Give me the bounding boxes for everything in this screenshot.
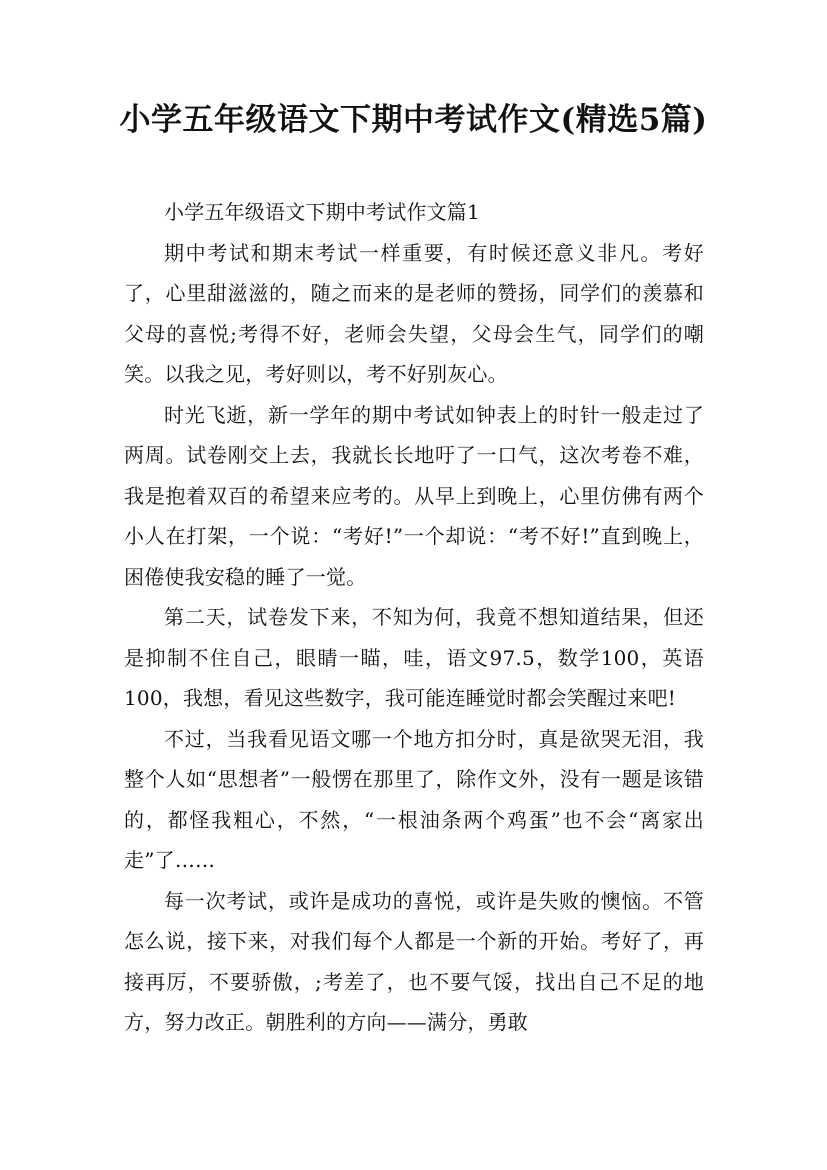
paragraph-1: 期中考试和期末考试一样重要，有时候还意义非凡。考好了，心里甜滋滋的，随之而来的是老师的赞扬，同学们的羡慕和父母的喜悦;考得不好，老师会失望，父母会生气，同学们的嘲笑。以我之见，考好则以，考不好别灰心。 (124, 240, 704, 386)
paragraph-2: 时光飞逝，新一学年的期中考试如钟表上的时针一般走过了两周。试卷刚交上去，我就长长地吁了一口气，这次考卷不难，我是抱着双百的希望来应考的。从早上到晚上，心里仿佛有两个小人在打架，一个说：“考好!”一个却说：“考不好!”直到晚上，困倦使我安稳的睡了一觉。 (124, 402, 704, 589)
document-title: 小学五年级语文下期中考试作文(精选5篇) (119, 102, 708, 138)
paragraph-5: 每一次考试，或许是成功的喜悦，或许是失败的懊恼。不管怎么说，接下来，对我们每个人都是一个新的开始。考好了，再接再厉，不要骄傲，;考差了，也不要气馁，找出自己不足的地方，努力改正。朝胜利的方向——满分，勇敢 (124, 888, 704, 1034)
section-heading: 小学五年级语文下期中考试作文篇1 (164, 200, 480, 224)
paragraph-3: 第二天，试卷发下来，不知为何，我竟不想知道结果，但还是抑制不住自己，眼睛一瞄，哇，语文97.5，数学100，英语100，我想，看见这些数字，我可能连睡觉时都会笑醒过来吧! (124, 605, 704, 710)
paragraph-4: 不过，当我看见语文哪一个地方扣分时，真是欲哭无泪，我整个人如“思想者”一般愣在那里了，除作文外，没有一题是该错的，都怪我粗心，不然，“一根油条两个鸡蛋”也不会“离家出走”了…… (124, 726, 704, 872)
document-body (124, 192, 704, 1043)
